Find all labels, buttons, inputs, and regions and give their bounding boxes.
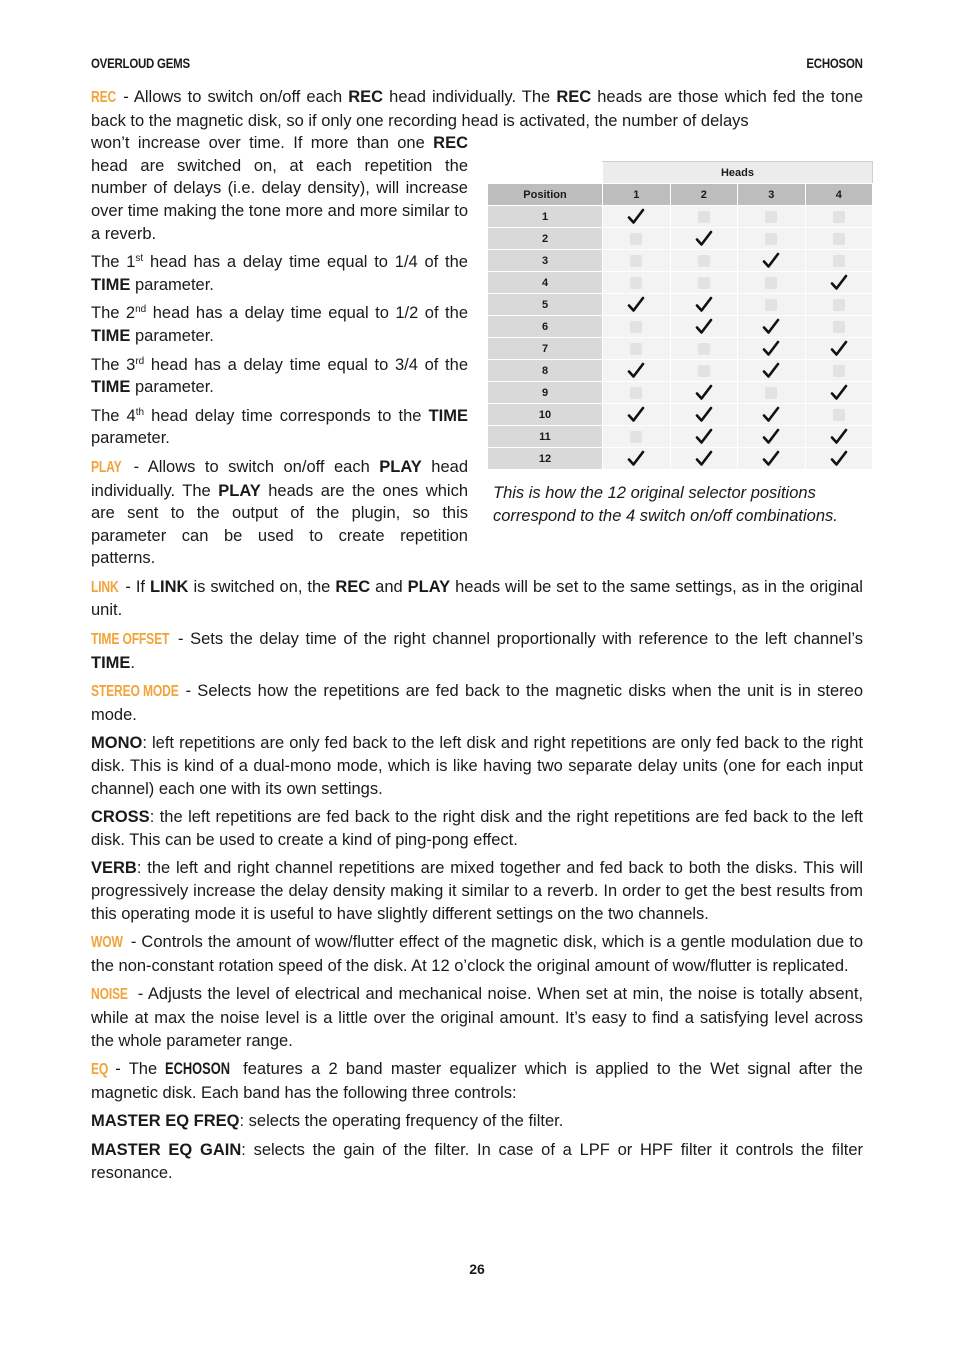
position-cell: 7 [488,338,603,360]
page-number: 26 [469,1261,485,1277]
empty-box-icon [833,409,845,421]
mono-paragraph: MONO: left repetitions are only fed back to the left disk and right repetitions are only fed back to the right disk. This is kind of a dual-mono mode, which is like having two separate delay units (one for each input channel) each one with its own settings. [91,734,863,798]
empty-box-icon [630,321,642,333]
head-cell [603,206,671,228]
position-cell: 9 [488,382,603,404]
header-left: OVERLOUD GEMS [91,55,190,71]
position-cell: 8 [488,360,603,382]
checkmark-icon [627,362,645,380]
head-cell [738,338,806,360]
head-cell [805,250,873,272]
head-cell [805,360,873,382]
brand-name: ECHOSON [165,1060,231,1079]
empty-box-icon [833,211,845,223]
checkmark-icon [627,208,645,226]
page-body [91,86,863,1190]
head-cell [805,272,873,294]
checkmark-icon [762,450,780,468]
empty-box-icon [630,255,642,267]
empty-box-icon [630,277,642,289]
empty-box-icon [698,211,710,223]
heads-table-body [488,206,873,470]
column-header-3: 3 [738,184,806,206]
head-cell [603,404,671,426]
checkmark-icon [830,384,848,402]
heads-table [487,161,873,470]
empty-box-icon [765,387,777,399]
checkmark-icon [695,384,713,402]
table-row [488,448,873,470]
checkmark-icon [830,274,848,292]
table-row [488,360,873,382]
head-cell [603,426,671,448]
running-header [91,55,863,75]
empty-box-icon [698,365,710,377]
head-cell [670,206,738,228]
empty-box-icon [765,299,777,311]
head-cell [603,448,671,470]
rec-paragraph-cont: won’t increase over time. If more than one REC head are switched on, at each repetition the number of delays (i.e. delay density), will increase over time making the tone more and more similar to a reverb. [91,134,468,243]
position-cell: 2 [488,228,603,250]
position-cell: 3 [488,250,603,272]
position-cell: 6 [488,316,603,338]
verb-paragraph: VERB: the left and right channel repetitions are mixed together and fed back to both the disks. This will progressively increase the delay density making it similar to a reverb. In order to get the best results from this operating mode it is useful to have slightly different settings on the two channels. [91,859,863,923]
head-cell [670,272,738,294]
table-row [488,316,873,338]
cross-paragraph: CROSS: the left repetitions are fed back to the right disk and the right repetitions are fed back to the left disk. This can be used to create a kind of ping-pong effect. [91,808,863,849]
keyword-link: LINK [91,578,119,596]
checkmark-icon [830,340,848,358]
head-cell [670,250,738,272]
keyword-eq: EQ [91,1061,109,1079]
head-cell [805,316,873,338]
head-cell [805,404,873,426]
head-cell [603,360,671,382]
eq-paragraph: EQ - The ECHOSON features a 2 band master equalizer which is applied to the Wet signal after the magnetic disk. Each band has the following three controls: [91,1060,863,1102]
eq-freq-paragraph: MASTER EQ FREQ: selects the operating frequency of the filter. [91,1112,564,1131]
checkmark-icon [762,318,780,336]
table-row [488,228,873,250]
head-cell [805,426,873,448]
header-right: ECHOSON [806,55,863,71]
head-cell [603,250,671,272]
head-cell [738,404,806,426]
left-column [91,132,468,570]
head-cell [603,272,671,294]
link-paragraph: LINK - If LINK is switched on, the REC and PLAY heads will be set to the same settings, as in the original unit. [91,577,863,620]
checkmark-icon [762,252,780,270]
rec-paragraph-intro: REC - Allows to switch on/off each REC head individually. The REC heads are those which fed the tone back to the magnetic disk, so if only one recording head is activated, the number of delays [91,88,863,130]
head-cell [805,382,873,404]
head-cell [670,316,738,338]
head-cell [670,448,738,470]
empty-box-icon [698,343,710,355]
position-cell: 5 [488,294,603,316]
checkmark-icon [762,340,780,358]
head-cell [805,448,873,470]
wow-paragraph: WOW - Controls the amount of wow/flutter effect of the magnetic disk, which is a gentle modulation due to the non-constant rotation speed of the disk. At 12 o’clock the original amount of wow/flutter is replicated. [91,933,863,975]
head-cell [738,426,806,448]
head-3-paragraph: The 3rd head has a delay time equal to 3/4 of the TIME parameter. [91,355,468,397]
heads-figure [487,161,873,527]
checkmark-icon [695,318,713,336]
empty-box-icon [765,277,777,289]
checkmark-icon [627,406,645,424]
empty-box-icon [833,233,845,245]
table-row [488,404,873,426]
position-header: Position [488,184,603,206]
empty-box-icon [765,211,777,223]
head-cell [805,228,873,250]
empty-box-icon [765,233,777,245]
checkmark-icon [627,296,645,314]
stereo-mode-paragraph: STEREO MODE - Selects how the repetitions are fed back to the magnetic disks when the unit is in stereo mode. [91,682,863,724]
checkmark-icon [830,450,848,468]
head-cell [738,250,806,272]
column-header-1: 1 [603,184,671,206]
table-row [488,272,873,294]
noise-paragraph: NOISE - Adjusts the level of electrical and mechanical noise. When set at min, the noise is totally absent, while at max the noise level is a little over the original amount. It’s easy to find a satisfying level across the whole parameter range. [91,985,863,1050]
position-cell: 4 [488,272,603,294]
head-cell [805,338,873,360]
head-cell [603,294,671,316]
checkmark-icon [762,362,780,380]
empty-box-icon [630,431,642,443]
table-row [488,426,873,448]
empty-box-icon [630,387,642,399]
head-cell [603,382,671,404]
head-cell [805,206,873,228]
play-paragraph: PLAY - Allows to switch on/off each PLAY head individually. The PLAY heads are the ones which are sent to the output of the plugin, so this parameter can be used to create repetition patterns. [91,457,468,568]
empty-box-icon [833,321,845,333]
head-cell [670,404,738,426]
position-cell: 10 [488,404,603,426]
column-header-2: 2 [670,184,738,206]
table-row [488,294,873,316]
table-row [488,250,873,272]
checkmark-icon [762,406,780,424]
keyword-stereo-mode: STEREO MODE [91,683,179,701]
position-cell: 11 [488,426,603,448]
checkmark-icon [695,428,713,446]
head-cell [670,228,738,250]
empty-box-icon [698,277,710,289]
empty-box-icon [833,365,845,377]
checkmark-icon [627,450,645,468]
figure-caption: This is how the 12 original selector positions correspond to the 4 switch on/off combinations. [493,484,838,525]
head-cell [603,338,671,360]
head-cell [670,382,738,404]
column-header-4: 4 [805,184,873,206]
head-cell [603,316,671,338]
head-cell [738,206,806,228]
empty-box-icon [833,255,845,267]
empty-box-icon [630,233,642,245]
head-cell [738,228,806,250]
head-cell [670,338,738,360]
keyword-noise: NOISE [91,986,128,1004]
keyword-rec: REC [91,89,117,106]
checkmark-icon [830,428,848,446]
table-row [488,206,873,228]
heads-header: Heads [603,162,873,184]
head-cell [738,294,806,316]
time-offset-paragraph: TIME OFFSET - Sets the delay time of the right channel proportionally with reference to the left channel’s TIME. [91,630,863,672]
position-cell: 1 [488,206,603,228]
keyword-time-offset: TIME OFFSET [91,631,170,649]
table-row [488,382,873,404]
checkmark-icon [695,450,713,468]
head-4-paragraph: The 4th head delay time corresponds to the TIME parameter. [91,406,468,448]
column-header-row [488,184,873,206]
head-1-paragraph: The 1st head has a delay time equal to 1/4 of the TIME parameter. [91,253,468,294]
head-cell [670,426,738,448]
checkmark-icon [762,428,780,446]
empty-box-icon [698,255,710,267]
position-cell: 12 [488,448,603,470]
checkmark-icon [695,296,713,314]
eq-gain-paragraph: MASTER EQ GAIN: selects the gain of the filter. In case of a LPF or HPF filter it controls the filter resonance. [91,1140,863,1182]
checkmark-icon [695,406,713,424]
keyword-play: PLAY [91,458,122,476]
table-row [488,338,873,360]
empty-box-icon [630,343,642,355]
head-cell [805,294,873,316]
head-cell [670,294,738,316]
empty-box-icon [833,299,845,311]
checkmark-icon [695,230,713,248]
head-cell [738,382,806,404]
head-cell [603,228,671,250]
head-cell [738,448,806,470]
head-cell [670,360,738,382]
head-cell [738,272,806,294]
keyword-wow: WOW [91,934,123,952]
head-cell [738,360,806,382]
head-cell [738,316,806,338]
head-2-paragraph: The 2nd head has a delay time equal to 1/2 of the TIME parameter. [91,304,468,345]
